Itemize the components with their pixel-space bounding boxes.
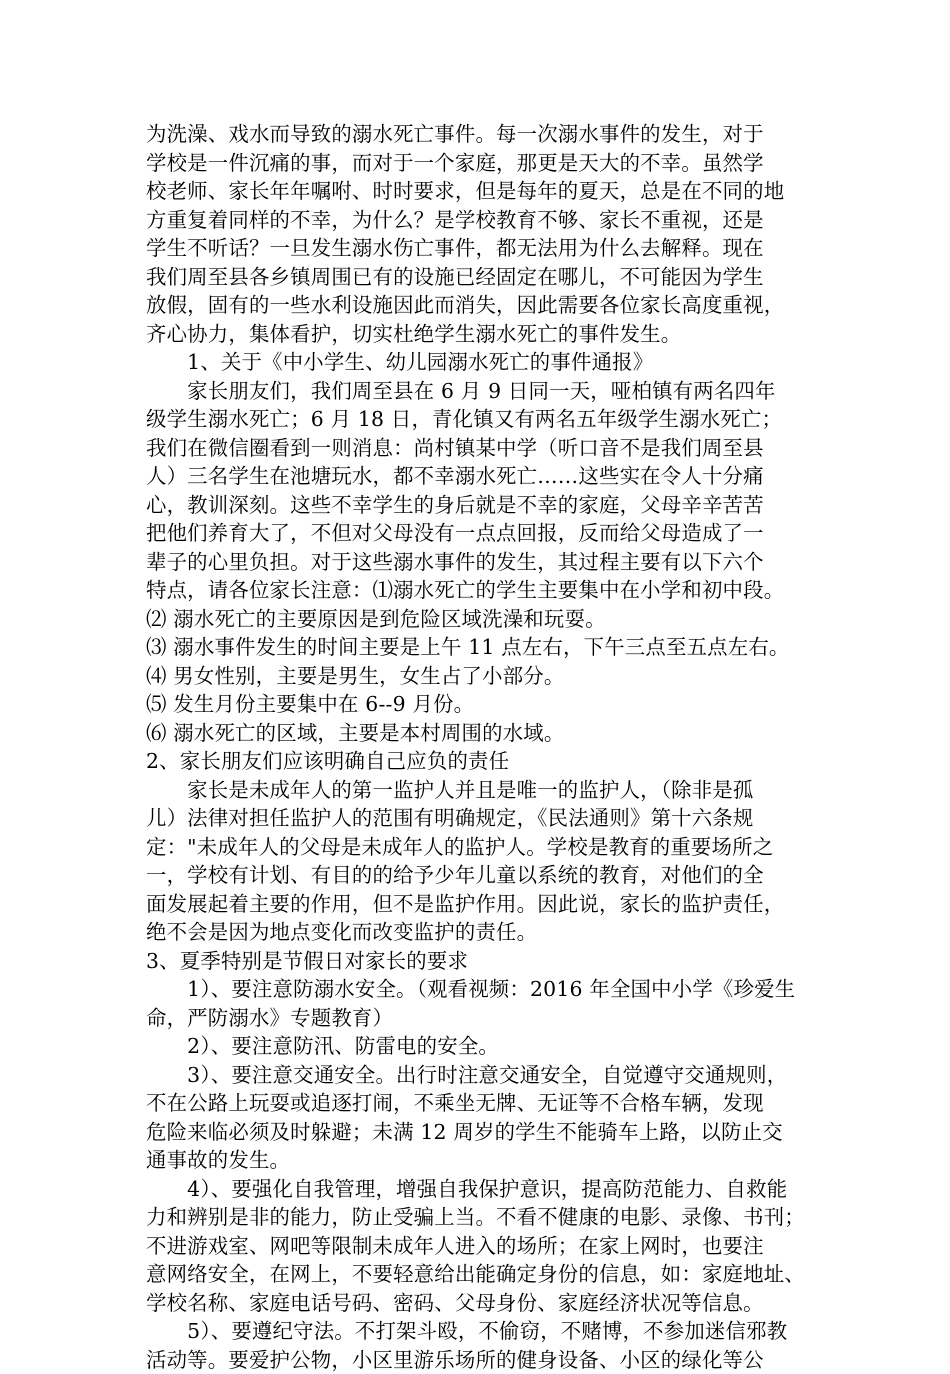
text-line: 级学生溺水死亡；6 月 18 日，青化镇又有两名五年级学生溺水死亡； [146, 405, 810, 434]
text-line: 意网络安全，在网上，不要轻意给出能确定身份的信息，如：家庭地址、 [146, 1260, 810, 1289]
text-line: 绝不会是因为地点变化而改变监护的责任。 [146, 918, 810, 947]
text-line: 2、家长朋友们应该明确自己应负的责任 [146, 747, 810, 776]
text-line: 1、关于《中小学生、幼儿园溺水死亡的事件通报》 [146, 348, 810, 377]
text-line: 一，学校有计划、有目的的给予少年儿童以系统的教育，对他们的全 [146, 861, 810, 890]
text-line: ⑶ 溺水事件发生的时间主要是上午 11 点左右，下午三点至五点左右。 [146, 633, 810, 662]
text-line: 不在公路上玩耍或追逐打闹，不乘坐无牌、无证等不合格车辆，发现 [146, 1089, 810, 1118]
text-line: 家长是未成年人的第一监护人并且是唯一的监护人，（除非是孤 [146, 776, 810, 805]
text-line: 力和辨别是非的能力，防止受骗上当。不看不健康的电影、录像、书刊； [146, 1203, 810, 1232]
text-line: ⑷ 男女性别，主要是男生，女生占了小部分。 [146, 662, 810, 691]
text-line: 面发展起着主要的作用，但不是监护作用。因此说，家长的监护责任， [146, 890, 810, 919]
text-line: 我们在微信圈看到一则消息：尚村镇某中学（听口音不是我们周至县 [146, 434, 810, 463]
text-line: 2）、要注意防汛、防雷电的安全。 [146, 1032, 810, 1061]
text-line: ⑵ 溺水死亡的主要原因是到危险区域洗澡和玩耍。 [146, 605, 810, 634]
text-line: 把他们养育大了，不但对父母没有一点点回报，反而给父母造成了一 [146, 519, 810, 548]
text-line: 学生不听话？一旦发生溺水伤亡事件，都无法用为什么去解释。现在 [146, 234, 810, 263]
text-line: 方重复着同样的不幸，为什么？是学校教育不够、家长不重视，还是 [146, 206, 810, 235]
text-line: 为洗澡、戏水而导致的溺水死亡事件。每一次溺水事件的发生，对于 [146, 120, 810, 149]
text-line: 学校是一件沉痛的事，而对于一个家庭，那更是天大的不幸。虽然学 [146, 149, 810, 178]
text-line: 放假，固有的一些水利设施因此而消失，因此需要各位家长高度重视， [146, 291, 810, 320]
text-line: 5）、要遵纪守法。不打架斗殴，不偷窃，不赌博，不参加迷信邪教 [146, 1317, 810, 1346]
text-line: 齐心协力，集体看护，切实杜绝学生溺水死亡的事件发生。 [146, 320, 810, 349]
text-line: 特点，请各位家长注意：⑴溺水死亡的学生主要集中在小学和初中段。 [146, 576, 810, 605]
text-line: 辈子的心里负担。对于这些溺水事件的发生，其过程主要有以下六个 [146, 548, 810, 577]
text-line: 心，教训深刻。这些不幸学生的身后就是不幸的家庭，父母辛辛苦苦 [146, 491, 810, 520]
text-line: 4）、要强化自我管理，增强自我保护意识，提高防范能力、自救能 [146, 1175, 810, 1204]
text-line: 人）三名学生在池塘玩水，都不幸溺水死亡……这些实在令人十分痛 [146, 462, 810, 491]
text-line: 通事故的发生。 [146, 1146, 810, 1175]
text-line: 定："未成年人的父母是未成年人的监护人。学校是教育的重要场所之 [146, 833, 810, 862]
text-line: 学校名称、家庭电话号码、密码、父母身份、家庭经济状况等信息。 [146, 1289, 810, 1318]
text-line: 不进游戏室、网吧等限制未成年人进入的场所；在家上网时，也要注 [146, 1232, 810, 1261]
text-line: 危险来临必须及时躲避；未满 12 周岁的学生不能骑车上路，以防止交 [146, 1118, 810, 1147]
text-line: ⑸ 发生月份主要集中在 6--9 月份。 [146, 690, 810, 719]
document-body [146, 120, 810, 1374]
text-line: 3、夏季特别是节假日对家长的要求 [146, 947, 810, 976]
text-line: 儿）法律对担任监护人的范围有明确规定，《民法通则》第十六条规 [146, 804, 810, 833]
text-line: 1）、要注意防溺水安全。（观看视频：2016 年全国中小学《珍爱生 [146, 975, 810, 1004]
text-line: 我们周至县各乡镇周围已有的设施已经固定在哪儿，不可能因为学生 [146, 263, 810, 292]
text-line: 命，严防溺水》专题教育） [146, 1004, 810, 1033]
text-line: 校老师、家长年年嘱咐、时时要求，但是每年的夏天，总是在不同的地 [146, 177, 810, 206]
text-line: 家长朋友们，我们周至县在 6 月 9 日同一天，哑柏镇有两名四年 [146, 377, 810, 406]
text-line: ⑹ 溺水死亡的区域，主要是本村周围的水域。 [146, 719, 810, 748]
text-line: 3）、要注意交通安全。出行时注意交通安全，自觉遵守交通规则， [146, 1061, 810, 1090]
text-line: 活动等。要爱护公物，小区里游乐场所的健身设备、小区的绿化等公 [146, 1346, 810, 1374]
